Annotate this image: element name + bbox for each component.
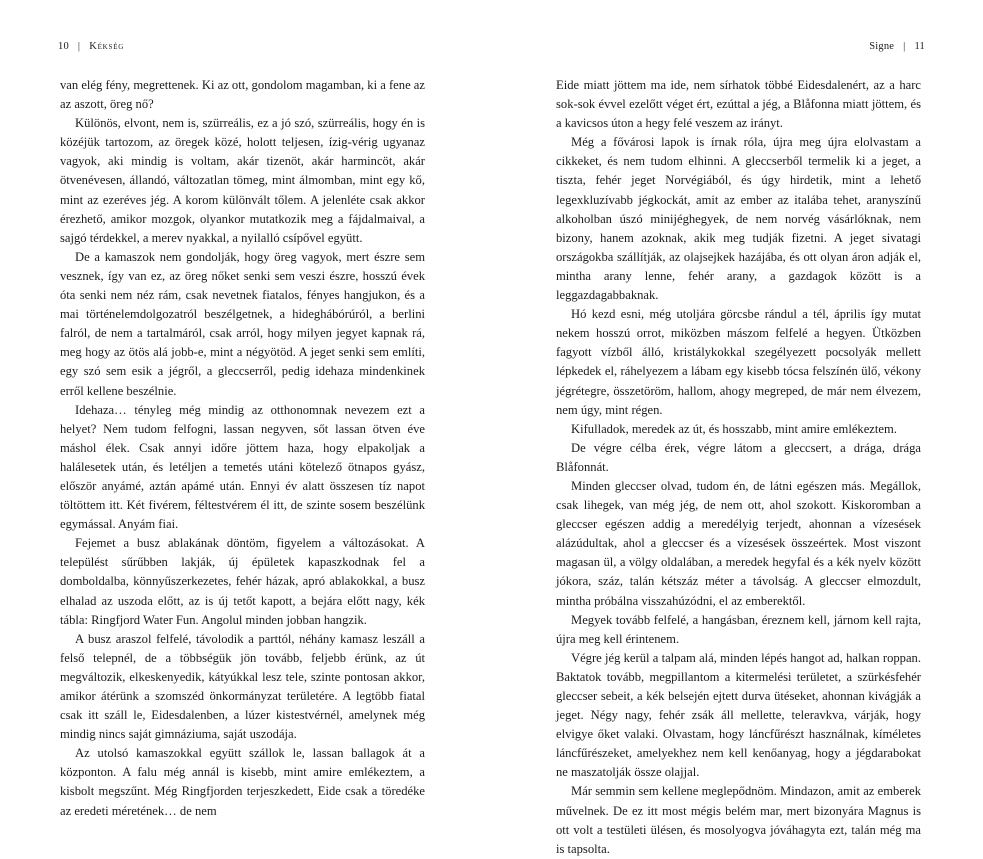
paragraph: Idehaza… tényleg még mindig az otthonomnak nevezem ezt a helyet? Nem tudom felfogni, lassan negyven, sőt lassan ötven éve máshol élek. Csak annyi időre jöttem haza, hogy elpakoljak a halálesetek után, és letéljen a temetés utáni kötelező ötnapos gyász, először anyámé, aztán apámé után. Ennyi év alatt összesen tíz napot töltöttem itt. Két fivérem, féltestvérem él itt, de szinte sosem beszélünk egymással. Anyám fiai.	[60, 402, 425, 532]
paragraph: Kifulladok, meredek az út, és hosszabb, mint amire emlékeztem.	[571, 421, 897, 436]
paragraph: De a kamaszok nem gondolják, hogy öreg vagyok, mert észre sem vesznek, így van ez, az öreg nőket senki sem veszi észre, hosszú évek óta senki nem néz rám, csak nevetnek fiatalos, fényes hangjukon, és a mai történelemdolgozatról beszélgetnek, a hideghábórúról, a berlini falról, de nem a tartalmáról, csak arról, hogy milyen jegyet kapnak rá, meg hogy az ötös alá jobb-e, mint a négyötöd. A jeget senki sem említi, egy szó sem esik a jégről, a gleccserről, pedig idehaza mindenkinek erről kellene beszélnie.	[60, 249, 425, 398]
right-page	[491, 0, 983, 856]
right-page-number: 11	[914, 41, 925, 52]
folio-separator: |	[77, 41, 81, 52]
paragraph: Hó kezd esni, még utoljára görcsbe rándul a tél, április így mutat nekem hosszú orrot, miközben mászom felfelé a hegyen. Ütközben fagyott vízből álló, kristálykokkal szegélyezett pocsolyák mellett lépkedek el, ráhelyezem a lábam egy kisebb tócsa felszínén ülő, vékony jégrétegre, összetöröm, hallom, ahogy megreped, de már nem élvezem, nem úgy, mint régen.	[556, 307, 921, 417]
right-running-title: Signe	[869, 41, 895, 52]
paragraph: Végre jég kerül a talpam alá, minden lépés hangot ad, halkan roppan. Baktatok tovább, megpillantom a kitermelési területet, a szürkésfehér gleccser sebeit, a kék belsején ejtett durva ütéseket, ahonnan kivágják a jeget. Négy nagy, fehér zsák áll mellette, teleravkva, várják, hogy elvigye őket valaki. Olvastam, hogy láncfűrészt használnak, kíméletes láncfűrészeket, amelyekhez nem kell kenőanyag, hogy a jégdarabokat ne maszatolják össze olajjal.	[556, 650, 921, 780]
right-running-head	[869, 41, 925, 52]
paragraph: Megyek tovább felfelé, a hangásban, éreznem kell, járnom kell rajta, újra meg kell érintenem.	[556, 612, 921, 646]
paragraph: van elég fény, megrettenek. Ki az ott, gondolom magamban, ki a fene az az aszott, öreg nő?	[60, 78, 425, 112]
left-running-title: Kékség	[89, 41, 125, 52]
right-body-text	[556, 76, 921, 859]
left-page-number: 10	[58, 41, 69, 52]
folio-separator: |	[903, 41, 906, 52]
left-running-head	[58, 41, 124, 52]
left-body-text	[60, 76, 425, 821]
paragraph: De végre célba érek, végre látom a gleccsert, a drága, drága Blåfonnát.	[556, 440, 921, 474]
paragraph: A busz araszol felfelé, távolodik a parttól, néhány kamasz leszáll a felső telepnél, de a többségük jön tovább, feljebb érünk, az út megváltozik, elkeskenyedik, kátyúkkal lesz tele, szinte pontosan akkor, amikor átérünk a szomszéd önkormányzat területére. A legtöbb fiatal csak itt száll le, Eidesdalenben, a lúzer kistestvérnél, amelynek még mindig nincs saját gimnáziuma, saját uszodája.	[60, 631, 425, 742]
paragraph: Minden gleccser olvad, tudom én, de látni egészen más. Megállok, csak lihegek, van még jég, de nem ott, ahol szokott. Kiskoromban a gleccser egészen addig a meredélyig terjedt, ahonnan a vízesések alázúdultak, ahol a gleccser és a vízesések összeértek. Most viszont magasan ül, a völgy oldalában, a meredek hegyfal és a kék nyelv között jókora, száz, talán kétszáz méter a távolság. A gleccser elmozdult, mintha próbálna visszahúzódni, el az emberektől.	[556, 478, 921, 608]
paragraph: Már semmin sem kellene meglepődnöm. Mindazon, amit az emberek művelnek. De ez itt most mégis belém mar, mert bizonyára Magnus is ott volt a testületi ülésen, és mosolyogva jóváhagyta ezt, talán még ma is tapsolta.	[556, 784, 921, 856]
paragraph: Fejemet a busz ablakának döntöm, figyelem a változásokat. A települést sűrűbben lakják, új épületek kapaszkodnak fel a domboldalba, könnyűszerkezetes, fehér házak, apró ablakokkal, a busz elhalad az uszoda előtt, az is új tetőt kapott, a bejára előtt nagy, kék tábla: Ringfjord Water Fun. Angolul minden jobban hangzik.	[60, 536, 425, 627]
paragraph: Még a fővárosi lapok is írnak róla, újra meg újra elolvastam a cikkeket, és nem tudom elhinni. A gleccserből termelik ki a jeget, a tiszta, fehér jeget Norvégiából, és úgy hirdetik, mint a lehető legexkluzívabb jégkockát, amit az ember az italába tehet, aranyszínű alkoholban úszó minijéghegyek, de nem norvég vásárlóknak, nem bizony, hanem azoknak, akik meg tudják fizetni. A jeget sivatagi országokba szállítják, az olajsejkek hazájába, és ott olyan áron adják el, mintha arany lenne, fehér arany, a gazdagok között is a leggazdagabbaknak.	[556, 135, 921, 303]
paragraph: Különös, elvont, nem is, szürreális, ez a jó szó, szürreális, hogy én is közéjük tartozom, az öregek közé, holott teljesen, ízig-vérig ugyanaz vagyok, aki mindig is voltam, akár tizenöt, akár harmincöt, akár ötvenévesen, állandó, változatlan tömeg, mint álmomban, mint egy kő, mint az ezeréves jég. A korom különvált tőlem. A jelenléte csak akkor érezhető, amikor mozgok, olyankor mutatkozik meg a fájdalmaival, a sajgó térdekkel, a merev nyakkal, a nyilalló csípővel együtt.	[60, 116, 425, 245]
left-page	[0, 0, 491, 818]
paragraph: Az utolsó kamaszokkal együtt szállok le, lassan ballagok át a központon. A falu még annál is kisebb, mint amire emlékeztem, a kisbolt megszűnt. Még Ringfjorden terjeszkedett, Eide csak a töredéke az eredeti méretének… de nem	[60, 746, 425, 818]
paragraph: Eide miatt jöttem ma ide, nem sírhatok többé Eidesdalenért, az a harc sok-sok évvel ezelőtt véget ért, ezúttal a jég, a Blåfonna miatt jöttem, és a kavicsos úton a hegy felé veszem az irányt.	[556, 78, 921, 131]
